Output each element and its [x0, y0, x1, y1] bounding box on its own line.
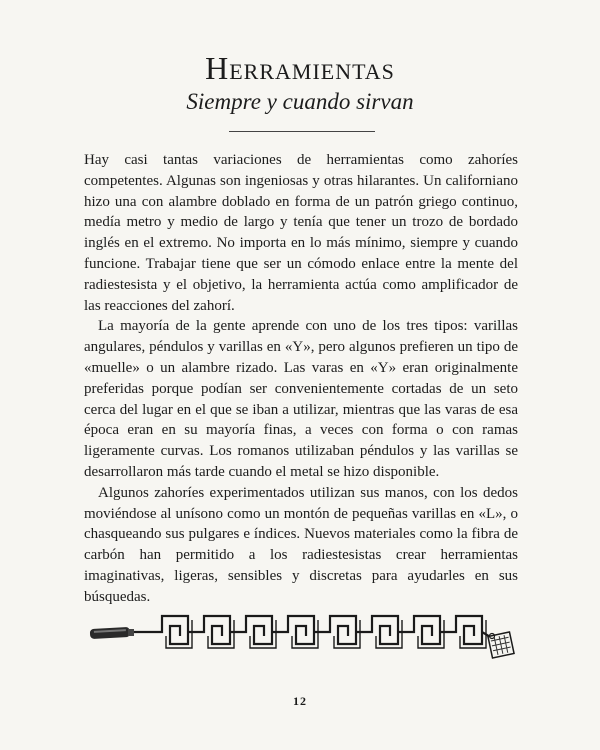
- greek-key-wire: [134, 616, 492, 648]
- body-text: [84, 150, 518, 608]
- greek-key-wire-tool-icon: [88, 600, 520, 670]
- embroidery-tag: [488, 632, 514, 658]
- paragraph-2: La mayoría de la gente aprende con uno de los tres tipos: varillas angulares, péndulos y varillas en «Y», pero algunos prefieren un tipo de «muelle» o un alambre rizado. Las varas en «Y» eran originalmente preferidas porque podían ser convenientemente cortadas de un seto cerca del lugar en el que se iban a utilizar, mientras que las varas de esa época eran en su mayoría finas, a veces con forma o con ramas ligeramente curvas. Los romanos utilizaban péndulos y las varillas se desarrollaron más tarde cuando el metal se hizo disponible.: [84, 318, 518, 480]
- chapter-title: Herramientas: [205, 50, 395, 86]
- paragraph-1: Hay casi tantas variaciones de herramientas como zahoríes competentes. Algunas son ingeniosas y otras hilarantes. Un californiano hizo una con alambre doblado en forma de un patrón griego continuo, medía metro y medio de largo y tenía que tener un trozo de bordado inglés en el extremo. No importa en lo más mínimo, siempre y cuando funcione. Trabajar tiene que ser un cómodo enlace entre la mente del radiestesista y el objetivo, la herramienta actúa como amplificador de las reacciones del zahorí.: [84, 152, 518, 314]
- tool-handle: [90, 627, 134, 639]
- paragraph-3: Algunos zahoríes experimentados utilizan sus manos, con los dedos moviéndose al unísono como un montón de pequeñas varillas en «L», o chasqueando sus pulgares e índices. Nuevos materiales como la fibra de carbón han permitido a los radiestesistas crear herramientas imaginativas, ligeras, sensibles y discretas para ayudarles en sus búsquedas.: [84, 484, 518, 605]
- page-number: 12: [293, 694, 307, 708]
- chapter-subtitle: Siempre y cuando sirvan: [186, 89, 414, 114]
- title-divider: [229, 131, 375, 132]
